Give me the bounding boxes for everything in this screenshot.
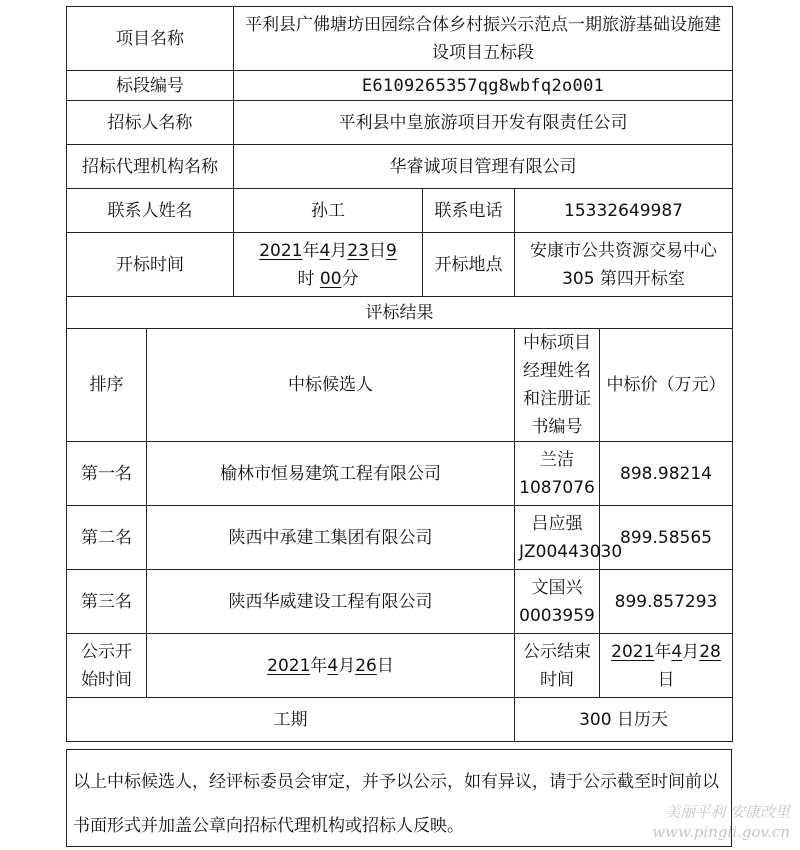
open-time-value — [234, 233, 423, 297]
phone-label: 联系电话 — [423, 189, 515, 233]
end-month-unit: 月 — [682, 641, 700, 662]
row-project-name — [67, 7, 733, 71]
open-day: 23 — [347, 240, 369, 261]
start-day: 26 — [355, 655, 377, 676]
open-place-value: 安康市公共资源交易中心 305 第四开标室 — [515, 233, 733, 297]
manager-name: 兰洁 — [540, 449, 574, 470]
row-period — [67, 698, 733, 742]
notice-text: 以上中标候选人，经评标委员会审定，并予以公示，如有异议，请于公示截至时间前以书面形式并加盖公章向招标代理机构或招标人反映。 — [66, 749, 732, 847]
row-agency — [67, 145, 733, 189]
rank-cell: 第一名 — [67, 442, 147, 506]
end-year-unit: 年 — [654, 641, 672, 662]
row-contact — [67, 189, 733, 233]
project-name-value: 平利县广佛塘坊田园综合体乡村振兴示范点一期旅游基础设施建设项目五标段 — [234, 7, 733, 71]
watermark-line1: 美丽平利 安康改里 — [665, 803, 790, 821]
row-results-title — [67, 297, 733, 329]
period-value: 300 日历天 — [515, 698, 733, 742]
open-day-unit: 日 — [368, 240, 386, 261]
manager-header: 中标项目经理姓名和注册证书编号 — [515, 329, 600, 442]
contact-label: 联系人姓名 — [67, 189, 234, 233]
open-minute: 00 — [319, 268, 342, 289]
agency-label: 招标代理机构名称 — [67, 145, 234, 189]
publicity-end-value — [600, 634, 733, 698]
price-header: 中标价（万元） — [600, 329, 733, 442]
open-time-label: 开标时间 — [67, 233, 234, 297]
open-hour: 9 — [385, 240, 397, 261]
manager-cert: 1087076 — [519, 477, 595, 498]
manager-cert: 0003959 — [519, 605, 595, 626]
open-year: 2021 — [259, 240, 303, 261]
rank-cell: 第二名 — [67, 506, 147, 570]
table-row — [67, 442, 733, 506]
table-row — [67, 570, 733, 634]
manager-cell — [515, 442, 600, 506]
phone-value: 15332649987 — [515, 189, 733, 233]
price-cell: 899.58565 — [600, 506, 733, 570]
candidate-cell: 陕西中承建工集团有限公司 — [147, 506, 515, 570]
tenderer-value: 平利县中皇旅游项目开发有限责任公司 — [234, 101, 733, 145]
rank-header: 排序 — [67, 329, 147, 442]
row-opening — [67, 233, 733, 297]
period-label: 工期 — [67, 698, 515, 742]
manager-name: 文国兴 — [531, 577, 583, 598]
section-code-value: E6109265357qg8wbfq2o001 — [234, 71, 733, 101]
watermark-line2: www.pingli.gov.cn — [652, 823, 790, 841]
end-day-unit: 日 — [657, 669, 675, 690]
start-year-unit: 年 — [310, 655, 328, 676]
candidate-cell: 榆林市恒易建筑工程有限公司 — [147, 442, 515, 506]
tenderer-label: 招标人名称 — [67, 101, 234, 145]
publicity-end-label: 公示结束时间 — [515, 634, 600, 698]
open-minute-unit: 分 — [341, 268, 359, 289]
results-title: 评标结果 — [67, 297, 733, 329]
start-month-unit: 月 — [338, 655, 356, 676]
open-month: 4 — [319, 240, 331, 261]
bid-result-table — [66, 6, 733, 742]
end-month: 4 — [671, 641, 683, 662]
price-cell: 899.857293 — [600, 570, 733, 634]
publicity-start-value — [147, 634, 515, 698]
contact-value: 孙工 — [234, 189, 423, 233]
open-place-label: 开标地点 — [423, 233, 515, 297]
start-year: 2021 — [267, 655, 311, 676]
candidate-header: 中标候选人 — [147, 329, 515, 442]
row-results-header — [67, 329, 733, 442]
end-day: 28 — [699, 641, 721, 662]
project-name-label: 项目名称 — [67, 7, 234, 71]
candidate-cell: 陕西华威建设工程有限公司 — [147, 570, 515, 634]
table-row — [67, 506, 733, 570]
site-watermark — [652, 802, 790, 842]
section-code-label: 标段编号 — [67, 71, 234, 101]
price-cell: 898.98214 — [600, 442, 733, 506]
start-month: 4 — [327, 655, 339, 676]
end-year: 2021 — [611, 641, 655, 662]
manager-name: 吕应强 — [531, 513, 583, 534]
start-day-unit: 日 — [376, 655, 394, 676]
open-hour-unit: 时 — [297, 268, 315, 289]
row-section-code — [67, 71, 733, 101]
publicity-start-label: 公示开始时间 — [67, 634, 147, 698]
manager-cell — [515, 506, 623, 570]
open-month-unit: 月 — [330, 240, 348, 261]
manager-cell — [515, 570, 600, 634]
open-year-unit: 年 — [302, 240, 320, 261]
row-tenderer — [67, 101, 733, 145]
row-publicity — [67, 634, 733, 698]
agency-value: 华睿诚项目管理有限公司 — [234, 145, 733, 189]
rank-cell: 第三名 — [67, 570, 147, 634]
manager-cert: JZ00443030 — [519, 541, 623, 562]
